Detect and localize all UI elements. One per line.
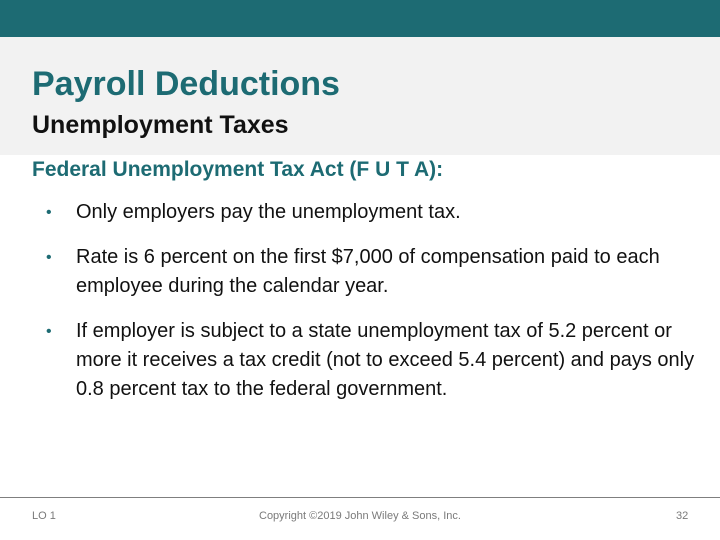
footer-divider xyxy=(0,497,720,498)
slide-subtitle: Unemployment Taxes xyxy=(32,111,289,139)
footer-copyright: Copyright ©2019 John Wiley & Sons, Inc. xyxy=(259,510,461,522)
section-heading: Federal Unemployment Tax Act (F U T A): xyxy=(32,158,444,181)
bullet-list xyxy=(46,198,696,420)
bullet-item xyxy=(46,243,696,301)
footer-page-number: 32 xyxy=(676,510,689,522)
bullet-item xyxy=(46,198,696,227)
top-accent-bar xyxy=(0,0,720,37)
bullet-icon: • xyxy=(46,323,52,340)
bullet-icon: • xyxy=(46,204,52,221)
footer-learning-objective: LO 1 xyxy=(32,510,56,522)
bullet-text: Rate is 6 percent on the first $7,000 of compensation paid to each employee during the calendar year. xyxy=(76,246,660,297)
bullet-text: Only employers pay the unemployment tax. xyxy=(76,201,461,223)
bullet-text: If employer is subject to a state unemployment tax of 5.2 percent or more it receives a tax credit (not to exceed 5.4 percent) and pays only 0.8 percent tax to the federal government. xyxy=(76,320,695,400)
slide-title: Payroll Deductions xyxy=(32,65,340,103)
bullet-icon: • xyxy=(46,249,52,266)
bullet-item xyxy=(46,317,696,404)
